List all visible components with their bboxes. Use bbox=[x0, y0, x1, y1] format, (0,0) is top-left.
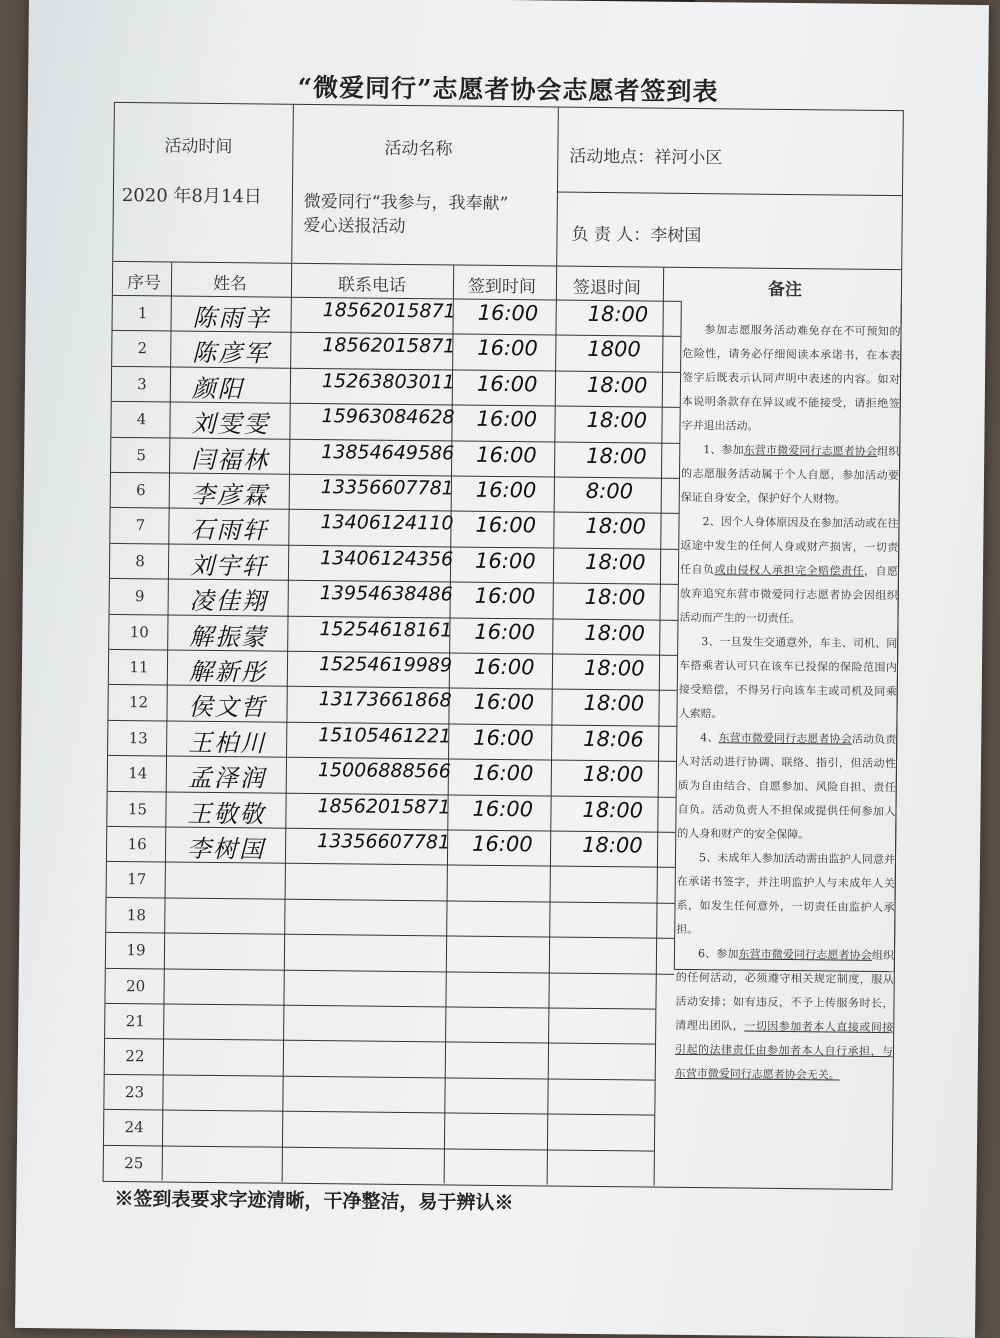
sign-out-time: 1800 bbox=[587, 337, 641, 362]
row-number: 19 bbox=[126, 941, 146, 960]
note-4: 4、东营市微爱同行志愿者协会活动负责人对活动进行协调、联络、指引，但活动性质为自由结合、自愿参加、风险自担、责任自负。活动负责人不担保或提供任何参加人的人身和财产的安全保障。 bbox=[677, 731, 897, 842]
volunteer-name: 孟泽润 bbox=[187, 763, 266, 793]
volunteer-name: 侯文哲 bbox=[188, 693, 267, 722]
col-header-phone: 联系电话 bbox=[337, 275, 407, 296]
col-header-signout: 签退时间 bbox=[572, 277, 642, 299]
remark-notes bbox=[675, 318, 901, 1088]
row-divider bbox=[105, 1074, 655, 1081]
volunteer-phone: 15254618161 bbox=[319, 617, 453, 642]
row-number: 13 bbox=[128, 728, 148, 748]
col-divider bbox=[547, 267, 558, 1185]
row-number: 24 bbox=[124, 1118, 144, 1137]
activity-header bbox=[112, 102, 904, 270]
row-number: 10 bbox=[129, 622, 149, 641]
volunteer-phone: 15254619989 bbox=[318, 653, 453, 677]
attendance-table bbox=[103, 262, 903, 1190]
activity-time-label: 活动时间 bbox=[164, 136, 233, 158]
row-number: 14 bbox=[128, 764, 148, 783]
sign-in-time: 16:00 bbox=[472, 831, 533, 857]
activity-name-label: 活动名称 bbox=[384, 138, 453, 160]
sign-in-time: 16:00 bbox=[474, 548, 536, 574]
row-divider bbox=[105, 1038, 655, 1045]
col-divider bbox=[162, 263, 173, 1181]
row-number: 17 bbox=[127, 870, 147, 889]
row-divider bbox=[106, 932, 674, 939]
activity-name-line2: 爱心送报活动 bbox=[303, 215, 406, 237]
row-divider bbox=[107, 861, 675, 868]
row-number: 8 bbox=[135, 551, 145, 571]
sheet-table bbox=[103, 102, 904, 1190]
volunteer-name: 李树国 bbox=[186, 834, 266, 864]
col-header-signin: 签到时间 bbox=[467, 276, 537, 298]
sign-out-time: 8:00 bbox=[585, 478, 634, 504]
row-divider bbox=[105, 1003, 655, 1010]
volunteer-phone: 15006888566 bbox=[317, 759, 451, 783]
volunteer-phone: 18562015871 bbox=[317, 794, 451, 819]
sign-out-time: 18:00 bbox=[586, 372, 648, 398]
row-number: 20 bbox=[125, 976, 146, 995]
volunteer-name: 闫福林 bbox=[191, 445, 270, 475]
col-header-name: 姓名 bbox=[212, 273, 248, 295]
row-number: 2 bbox=[137, 339, 148, 358]
row-number: 11 bbox=[129, 658, 149, 677]
volunteer-name: 解新彤 bbox=[188, 657, 268, 687]
sign-in-time: 16:00 bbox=[472, 760, 534, 786]
volunteer-name: 凌佳翔 bbox=[189, 586, 268, 616]
sign-in-time: 16:00 bbox=[475, 477, 537, 503]
sign-in-time: 16:00 bbox=[473, 690, 535, 715]
row-number: 18 bbox=[126, 905, 147, 925]
activity-name-line1: 微爱同行“我参与，我奉献” bbox=[303, 191, 509, 215]
row-divider bbox=[104, 1144, 654, 1151]
volunteer-name: 刘宇轩 bbox=[189, 551, 269, 581]
sign-out-time: 18:00 bbox=[587, 301, 649, 327]
volunteer-phone: 15105461221 bbox=[318, 723, 452, 748]
volunteer-phone: 13854649586 bbox=[321, 440, 455, 465]
sign-out-time: 18:06 bbox=[583, 726, 644, 752]
row-divider bbox=[104, 1109, 654, 1116]
row-number: 9 bbox=[134, 587, 145, 606]
row-divider bbox=[106, 967, 674, 974]
volunteer-name: 石雨轩 bbox=[190, 516, 269, 545]
note-1: 1、参加东营市微爱同行志愿者协会组织的志愿服务活动属于个人自愿，参加活动要保证自身安全，保护好个人财物。 bbox=[680, 443, 900, 506]
volunteer-phone: 15263803011 bbox=[321, 369, 456, 394]
sign-out-time: 18:00 bbox=[584, 620, 646, 646]
sign-in-time: 16:00 bbox=[475, 513, 537, 538]
sign-in-time: 16:00 bbox=[476, 442, 537, 467]
volunteer-phone: 13173661868 bbox=[318, 688, 452, 712]
row-number: 4 bbox=[136, 410, 147, 429]
volunteer-name: 王柏川 bbox=[188, 728, 267, 758]
row-number: 21 bbox=[125, 1012, 145, 1031]
sign-in-time: 16:00 bbox=[477, 300, 539, 326]
sign-in-sheet bbox=[15, 0, 989, 1338]
volunteer-phone: 13954638486 bbox=[319, 582, 453, 606]
sign-out-time: 18:00 bbox=[584, 585, 646, 610]
volunteer-name: 陈彦军 bbox=[192, 339, 271, 368]
row-number: 5 bbox=[136, 445, 147, 464]
col-divider bbox=[282, 264, 293, 1182]
col-divider bbox=[654, 268, 665, 1186]
row-number: 7 bbox=[135, 516, 146, 535]
sign-in-time: 16:00 bbox=[477, 336, 538, 361]
volunteer-name: 颜阳 bbox=[191, 374, 245, 404]
volunteer-phone: 15963084628 bbox=[321, 405, 455, 429]
volunteer-phone: 13406124110 bbox=[320, 511, 454, 535]
col-header-remark: 备注 bbox=[767, 279, 803, 301]
sheet-title: “微爱同行”志愿者协会志愿者签到表 bbox=[297, 72, 719, 107]
volunteer-phone: 13406124356 bbox=[320, 546, 454, 571]
sign-out-time: 18:00 bbox=[584, 549, 646, 575]
row-number: 3 bbox=[137, 374, 147, 394]
volunteer-phone: 13356607781 bbox=[317, 830, 451, 854]
row-number: 15 bbox=[127, 799, 148, 818]
row-number: 16 bbox=[127, 835, 147, 854]
divider bbox=[291, 105, 294, 263]
divider bbox=[557, 192, 902, 197]
sign-in-time: 16:00 bbox=[474, 619, 536, 644]
row-number: 12 bbox=[128, 693, 149, 712]
volunteer-name: 李彦霖 bbox=[190, 480, 269, 510]
sign-out-time: 18:00 bbox=[582, 762, 644, 787]
volunteer-phone: 13356607781 bbox=[320, 476, 454, 500]
sign-in-time: 16:00 bbox=[474, 583, 536, 609]
sign-in-time: 16:00 bbox=[476, 371, 538, 397]
volunteer-name: 刘雯雯 bbox=[191, 409, 270, 439]
row-number: 1 bbox=[137, 304, 148, 323]
volunteer-name: 王敬敬 bbox=[187, 799, 266, 829]
volunteer-phone: 18562015871 bbox=[322, 299, 456, 323]
note-3: 3、一旦发生交通意外，车主、司机、同车搭乘者认可只在该车已投保的保险范围内接受赔偿，不得另行向该车主或司机及同乘人索赔。 bbox=[678, 635, 898, 721]
activity-time-value: 2020 年8月14日 bbox=[121, 184, 262, 208]
sign-in-time: 16:00 bbox=[473, 654, 535, 680]
sign-out-time: 18:00 bbox=[583, 691, 645, 716]
sign-in-time: 16:00 bbox=[476, 406, 538, 432]
activity-place: 活动地点：祥河小区 bbox=[569, 146, 723, 169]
sign-out-time: 18:00 bbox=[582, 832, 643, 858]
note-5: 5、未成年人参加活动需由监护人同意并在承诺书签字，并注明监护人与未成年人关系，如发生任何意外，一切责任由监护人承担。 bbox=[676, 851, 896, 937]
note-2: 2、因个人身体原因及在参加活动或在往返途中发生的任何人身或财产损害，一切责任自负或由侵权人承担完全赔偿责任，自愿放弃追究东营市微爱同行志愿者协会因组织活动而产生的一切责任。 bbox=[679, 515, 899, 626]
row-divider bbox=[107, 897, 675, 904]
row-number: 6 bbox=[135, 481, 146, 500]
activity-leader: 负 责 人：李树国 bbox=[571, 224, 702, 247]
col-header-no: 序号 bbox=[126, 273, 162, 294]
sign-out-time: 18:00 bbox=[586, 443, 647, 469]
sign-out-time: 18:00 bbox=[582, 797, 644, 823]
row-number: 22 bbox=[125, 1047, 145, 1066]
sign-in-time: 16:00 bbox=[473, 725, 534, 751]
volunteer-name: 陈雨辛 bbox=[192, 303, 271, 333]
divider bbox=[556, 108, 559, 266]
row-number: 25 bbox=[124, 1153, 144, 1172]
sign-in-time: 16:00 bbox=[472, 796, 534, 821]
note-6: 6、参加东营市微爱同行志愿者协会组织的任何活动，必须遵守相关规定制度，服从活动安排；如有违反，不予上传服务时长，清理出团队，一切因参加者本人直接或间接引起的法律责任由参加者本人自行承担，与东营市微爱同行志愿者协会无关。 bbox=[674, 947, 895, 1082]
sign-out-time: 18:00 bbox=[586, 408, 648, 433]
row-number: 23 bbox=[124, 1082, 145, 1102]
sign-out-time: 18:00 bbox=[583, 655, 645, 681]
sign-out-time: 18:00 bbox=[585, 514, 647, 539]
footer-note: ※签到表要求字迹清晰，干净整洁，易于辨认※ bbox=[114, 1187, 514, 1215]
volunteer-phone: 18562015871 bbox=[322, 334, 456, 358]
note-intro: 参加志愿服务活动难免存在不可预知的危险性，请务必仔细阅读本承诺书，在本表签字后既表示认同声明中表述的内容。如对本说明条款存在异议或不能接受，请拒绝签字并退出活动。 bbox=[681, 323, 901, 433]
volunteer-name: 解振蒙 bbox=[189, 622, 268, 652]
